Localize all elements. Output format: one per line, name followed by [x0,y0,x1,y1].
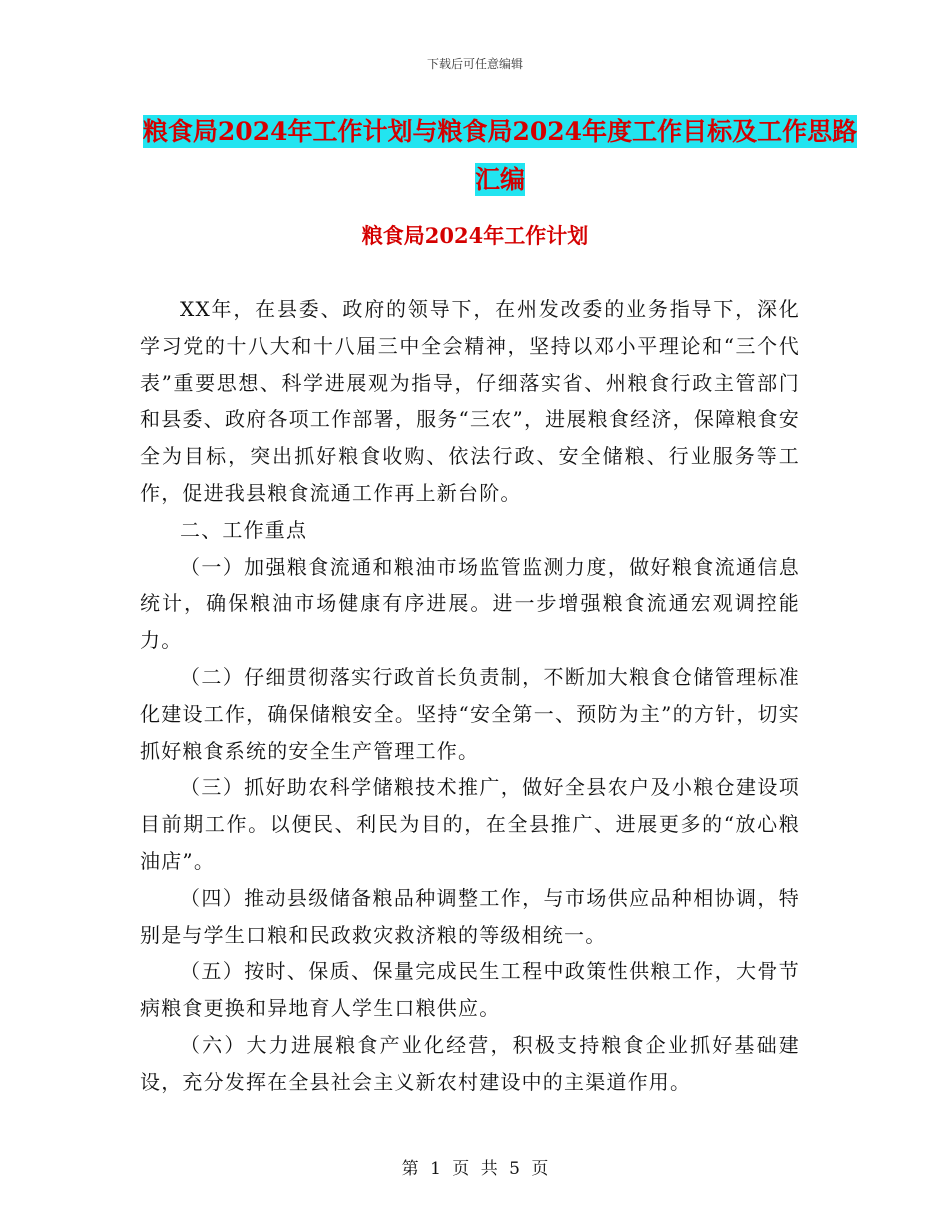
section-title: 粮食局2024年工作计划 [361,223,589,248]
paragraph-item-3: （三）抓好助农科学储粮技术推广，做好全县农户及小粮仓建设项目前期工作。以便民、利民为目的，在全县推广、进展更多的“放心粮油店”。 [140,775,800,873]
header-note: 下载后可任意编辑 [426,57,523,71]
paragraph-item-6: （六）大力进展粮食产业化经营，积极支持粮食企业抓好基础建设，充分发挥在全县社会主义新农村建设中的主渠道作用。 [140,1032,800,1094]
paragraph-item-1: （一）加强粮食流通和粮油市场监管监测力度，做好粮食流通信息统计，确保粮油市场健康有序进展。进一步增强粮食流通宏观调控能力。 [140,554,800,653]
document-title-text: 粮食局2024年工作计划与粮食局2024年度工作目标及工作思路汇编 [142,117,858,194]
paragraph-item-2: （二）仔细贯彻落实行政首长负责制，不断加大粮食仓储管理标准化建设工作，确保储粮安全。坚持“安全第一、预防为主”的方针，切实抓好粮食系统的安全生产管理工作。 [140,664,800,763]
paragraph-heading-work-focus: 二、工作重点 [180,517,308,542]
paragraph-item-5: （五）按时、保质、保量完成民生工程中政策性供粮工作，大骨节病粮食更换和异地育人学生口粮供应。 [140,959,800,1021]
body-text [140,291,800,1101]
page-number-footer: 第 1 页 共 5 页 [401,1159,549,1179]
paragraph-intro: XX年，在县委、政府的领导下，在州发改委的业务指导下，深化学习党的十八大和十八届三中全会精神，坚持以邓小平理论和“三个代表”重要思想、科学进展观为指导，仔细落实省、州粮食行政主管部门和县委、政府各项工作部署，服务“三农”，进展粮食经济，保障粮食安全为目标，突出抓好粮食收购、依法行政、安全储粮、行业服务等工作，促进我县粮食流通工作再上新台阶。 [140,297,800,505]
document-title [140,108,860,204]
paragraph-item-4: （四）推动县级储备粮品种调整工作，与市场供应品种相协调，特别是与学生口粮和民政救灾救济粮的等级相统一。 [140,885,800,947]
